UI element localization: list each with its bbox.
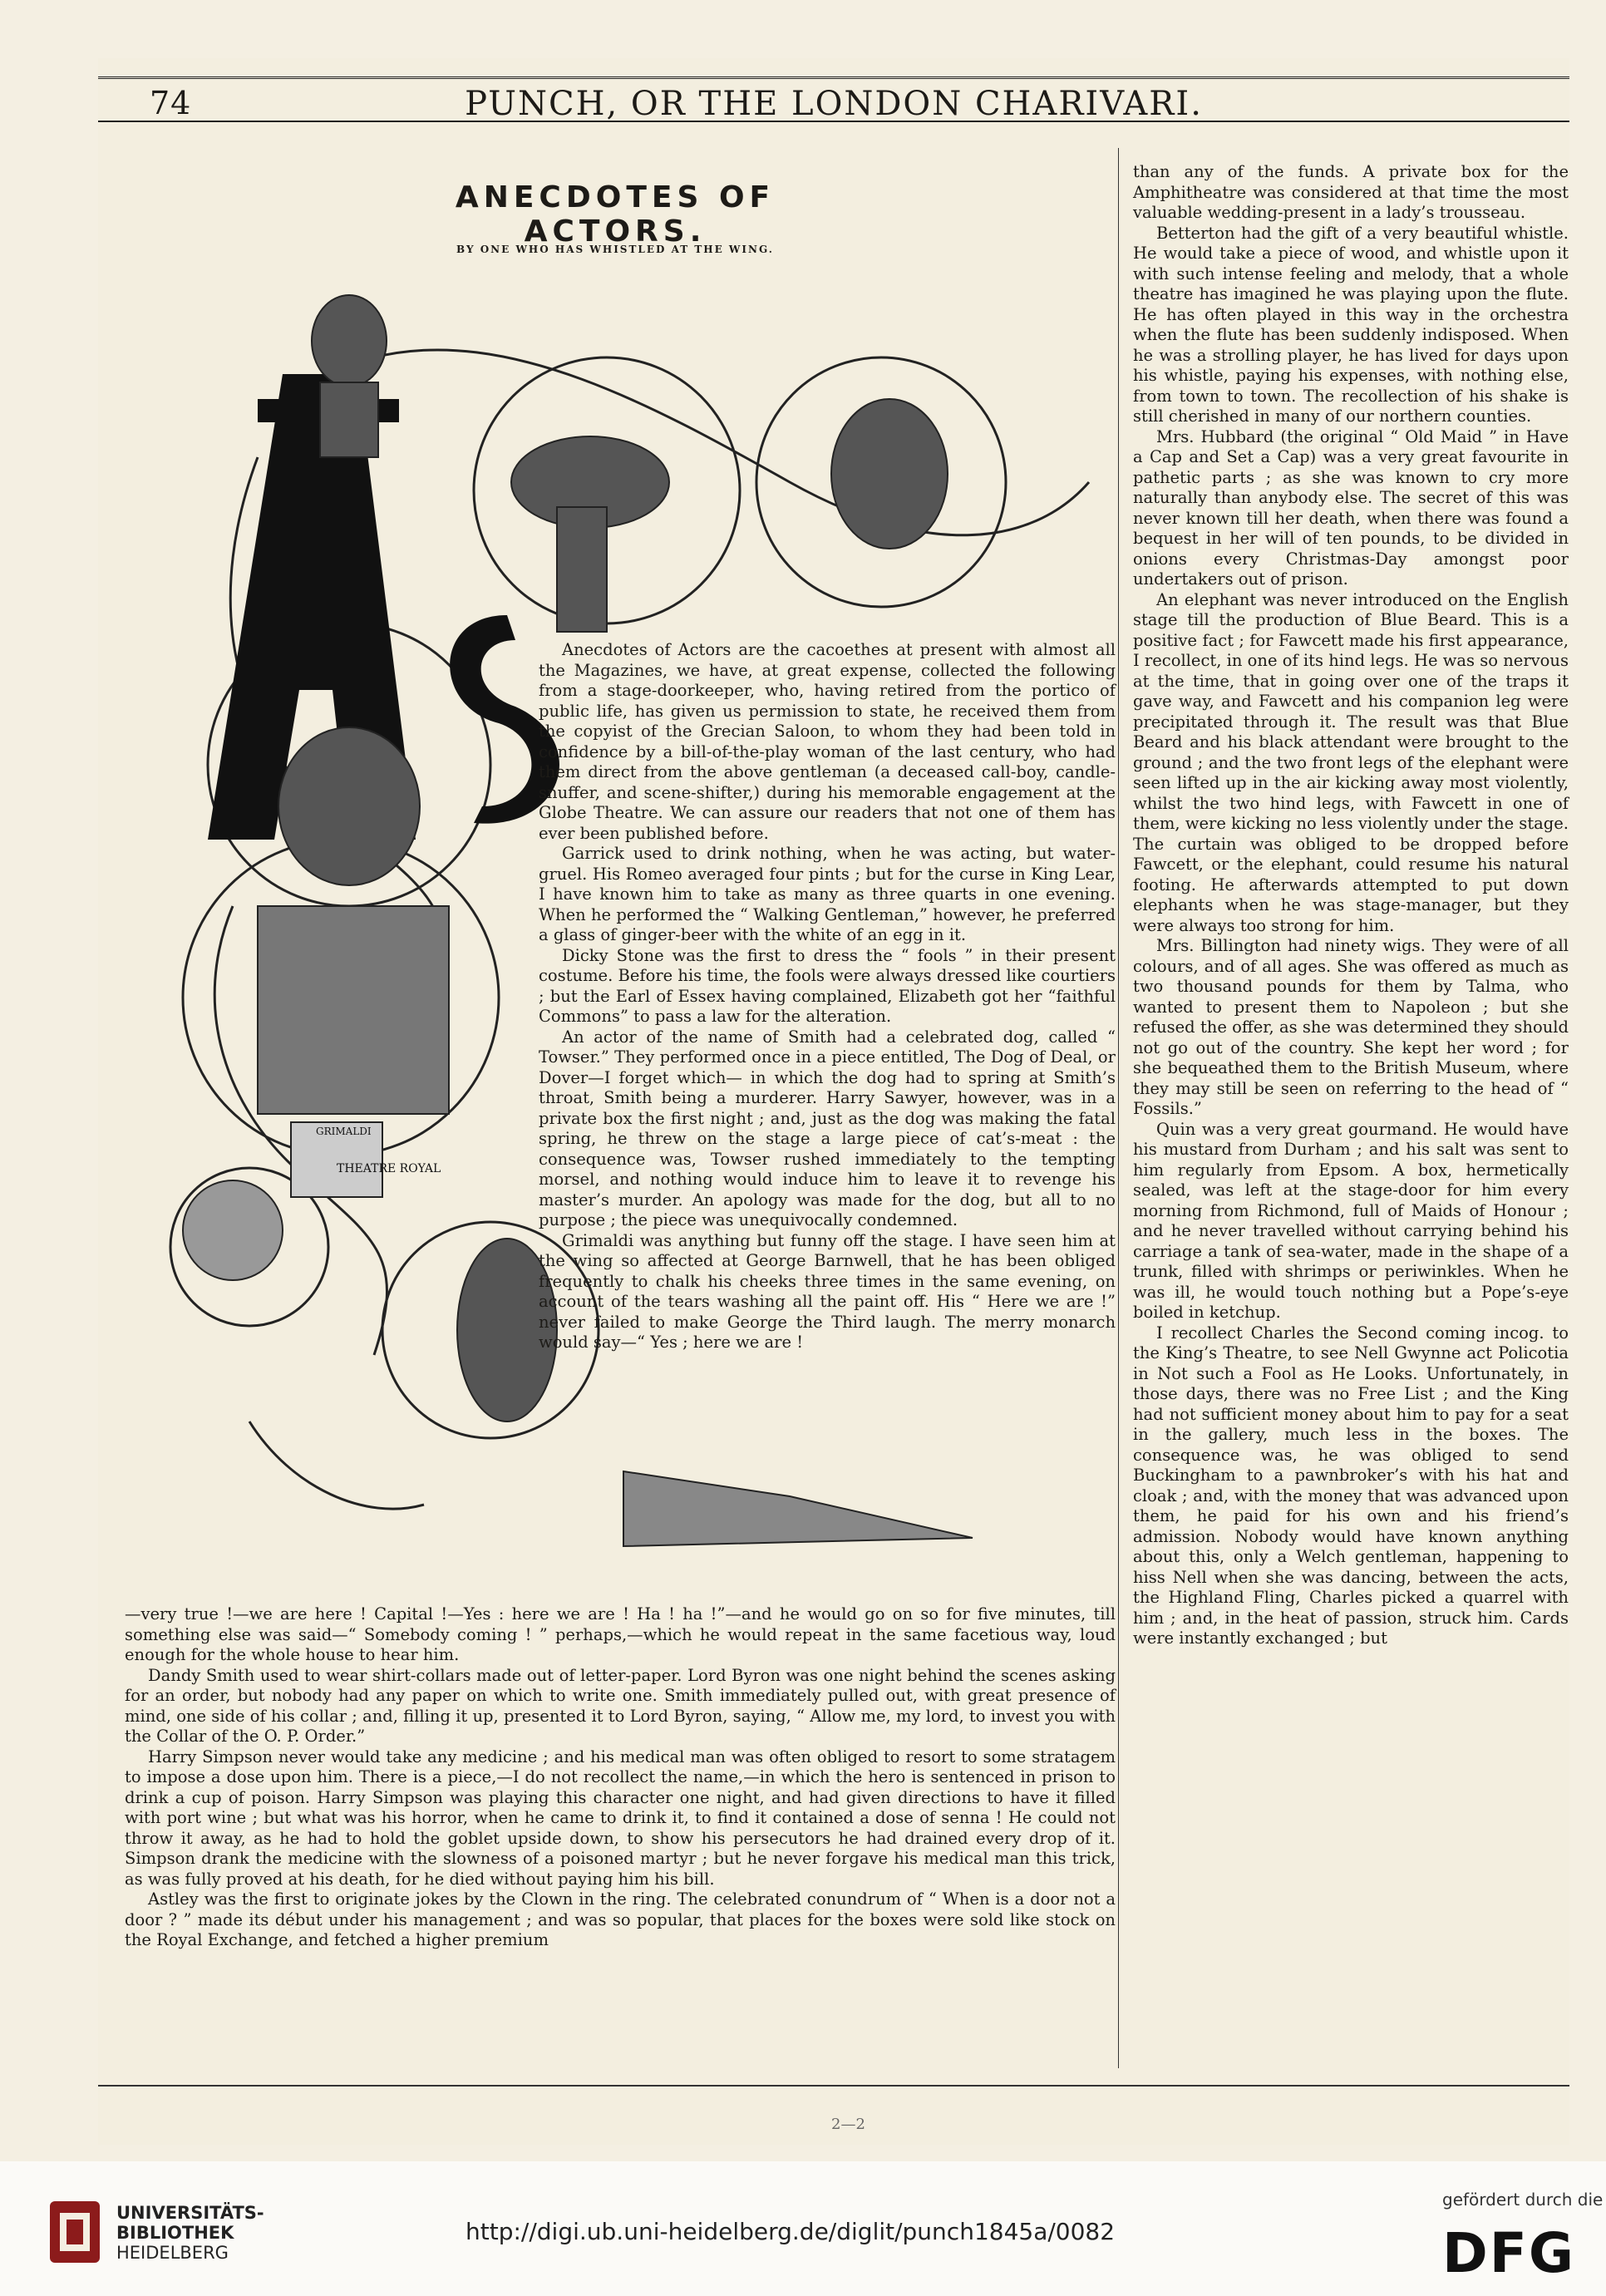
paragraph: Mrs. Billington had ninety wigs. They were of all colours, and of all ages. She was offered as much as two thousand pounds for them by Talma, who wanted to present them to Napoleon ; but she refused the offer, as she was determined they should not go out of the country. She kept her word ; for she bequeathed them to the British Museum, where they may still be seen on referring to the head of “ Fossils.” — [1133, 936, 1569, 1118]
institution-line: UNIVERSITÄTS- — [116, 2203, 264, 2223]
page-number: 74 — [150, 85, 192, 121]
paragraph: An elephant was never introduced on the English stage till the production of Blue Beard. This is a positive fact ; for Fawcett made his first appearance, I recollect, in one of its hind legs. He was so nervous at the time, that in going over one of the traps it gave way, and Fawcett and his companion leg were precipitated through it. The result was that Blue Beard and his black attendant were brought to the ground ; and the two front legs of the elephant were seen lifted up in the air kicking away most violently, whilst the two hind legs, with Fawcett in one of them, were kicking no less violently under the stage. The curtain was obliged to be dropped before Fawcett, or the elephant, could resume his natural footing. He afterwards attempted to put down elephants when he was stage-manager, but they were always too strong for him. — [1133, 589, 1569, 935]
paragraph: Harry Simpson never would take any medicine ; and his medical man was often obliged to resort to some stratagem to impose a dose upon him. There is a piece,—I do not recollect the name,—in which the hero is sentenced in prison to drink a cup of poison. Harry Simpson was playing this character one night, and had given directions to have it filled with port wine ; but what was his horror, when he came to drink it, to find it contained a dose of senna ! He could not throw it away, as he had to hold the goblet upside down, to show his persecutors he had drained every drop of it. Simpson drank the medicine with the slowness of a poisoned martyr ; but he never forgave his medical man this trick, as was fully proved at his death, for he died without paying him his bill. — [125, 1747, 1116, 1889]
header-rule — [98, 121, 1569, 122]
paragraph: Grimaldi was anything but funny off the stage. I have seen him at the wing so affected at George Barnwell, that he has been obliged frequently to chalk his cheeks three times in the same evening, on account of the tears washing all the paint off. His “ Here we are !” never failed to make George the Third laugh. The merry monarch would say—“ Yes ; here we are ! — [539, 1230, 1116, 1352]
funder-label: gefördert durch die — [1442, 2190, 1604, 2210]
institution-line: BIBLIOTHEK — [116, 2223, 234, 2243]
paragraph: Mrs. Hubbard (the original “ Old Maid ” in Have a Cap and Set a Cap) was a very great favourite in pathetic parts ; as she was known to cry more naturally than anybody else. The secret of this was never known till her death, when there was found a bequest in her will of ten pounds, to be divided in onions every Christmas-Day amongst poor undertakers out of prison. — [1133, 426, 1569, 589]
grimaldi-sign-label: GRIMALDI — [316, 1126, 372, 1137]
column-divider — [1118, 148, 1119, 2068]
paragraph: Garrick used to drink nothing, when he was acting, but water-gruel. His Romeo averaged four pints ; but for the curse in King Lear, I have known him to take as many as three quarts in one evening. When he performed the “ Walking Gentleman,” however, he preferred a glass of ginger-beer with the white of an egg in it. — [539, 844, 1116, 944]
top-rule — [98, 76, 1569, 79]
dfg-logo: DFG — [1442, 2221, 1576, 2285]
article-title: ANECDOTES OF ACTORS. — [455, 180, 776, 249]
institution-name — [116, 2203, 264, 2263]
signature-mark: 2—2 — [831, 2116, 865, 2133]
digitization-footer — [0, 2161, 1606, 2296]
institution-line: HEIDELBERG — [116, 2243, 229, 2263]
university-seal-icon — [42, 2195, 108, 2269]
paragraph: Astley was the first to originate jokes by the Clown in the ring. The celebrated conundrum of “ When is a door not a door ? ” made its début under his management ; and was so popular, that places for the boxes were sold like stock on the Royal Exchange, and fetched a higher premium — [125, 1890, 1116, 1949]
paragraph: Dandy Smith used to wear shirt-collars made out of letter-paper. Lord Byron was one night behind the scenes asking for an order, but nobody had any paper on which to write one. Smith immediately pulled out, with great presence of mind, one side of his collar ; and, filling it up, presented it to Lord Byron, saying, “ Allow me, my lord, to invest you with the Collar of the O. P. Order.” — [125, 1665, 1116, 1746]
paragraph: I recollect Charles the Second coming incog. to the King’s Theatre, to see Nell Gwynne act Policotia in Not such a Fool as He Looks. Unfortunately, in those days, there was no Free List ; and the King had not sufficient money about him to pay for a seat in the gallery, much less in the boxes. The consequence was, he was obliged to send Buckingham to a pawnbroker’s with his hat and cloak ; and, with the money that was advanced upon them, he paid for his own and his friend’s admission. Nobody would have known anything about this, only a Welch gentleman, happening to hiss Nell when she was dancing, between the acts, the Highland Fling, Charles picked a quarrel with him ; and, in the heat of passion, struck him. Cards were instantly exchanged ; but — [1133, 1323, 1569, 1648]
theatre-sign-label: THEATRE ROYAL — [337, 1162, 441, 1175]
page-header — [98, 80, 1569, 121]
paragraph: than any of the funds. A private box for the Amphitheatre was considered at that time the most valuable wedding-present in a lady’s trousseau. — [1133, 162, 1569, 222]
paragraph: Betterton had the gift of a very beautiful whistle. He would take a piece of wood, and whistle upon it with such intense feeling and melody, that a whole theatre has imagined he was playing upon the flute. He has often played in this way in the orchestra when the flute has been suddenly indisposed. When he was a strolling player, he has lived for days upon his whistle, paying his expenses, with nothing else, from town to town. The recollection of his shake is still cherished in many of our northern counties. — [1133, 223, 1569, 426]
paragraph: —very true !—we are here ! Capital !—Yes : here we are ! Ha ! ha !”—and he would go on so for five minutes, till something else was said—“ Somebody coming ! ” perhaps,—which he would repeat in the same facetious way, loud enough for the whole house to hear him. — [125, 1604, 1116, 1664]
paragraph: Quin was a very great gourmand. He would have his mustard from Durham ; and his salt was sent to him regularly from Epsom. A box, hermetically sealed, was left at the stage-door for him every morning from Richmond, full of Maids of Honour ; and he never travelled without carrying behind his carriage a tank of sea-water, made in the shape of a trunk, filled with shrimps or periwinkles. When he was ill, he would touch nothing but a Pope’s-eye boiled in ketchup. — [1133, 1119, 1569, 1322]
text-column-a — [539, 640, 1116, 1353]
paragraph: Anecdotes of Actors are the cacoethes at present with almost all the Magazines, we have, at great expense, collected the following from a stage-doorkeeper, who, having retired from the portico of public life, has given us permission to state, he received them from the copyist of the Grecian Saloon, to whom they had been told in confidence by a bill-of-the-play woman of the last century, who had them direct from the above gentleman (a deceased call-boy, candle-snuffer, and scene-shifter,) during his memorable engagement at the Globe Theatre. We can assure our readers that not one of them has ever been published before. — [539, 640, 1116, 843]
paragraph: An actor of the name of Smith had a celebrated dog, called “ Towser.” They performed once in a piece entitled, The Dog of Deal, or Dover—I forget which— in which the dog had to spring at Smith’s throat, Smith being a murderer. Harry Sawyer, however, was in a private box the first night ; and, just as the dog was making the fatal spring, he threw on the stage a large piece of cat’s-meat : the consequence was, Towser rushed immediately to the tempting morsel, and nothing would induce him to leave it to revenge his master’s murder. An apology was made for the dog, but all to no purpose ; the piece was unequivocally condemned. — [539, 1027, 1116, 1229]
bottom-rule — [98, 2085, 1569, 2087]
paragraph: Dicky Stone was the first to dress the “ fools ” in their present costume. Before his time, the fools were always dressed like courtiers ; but the Earl of Essex having complained, Elizabeth got her “faithful Commons” to pass a law for the alteration. — [539, 945, 1116, 1026]
article-byline: BY ONE WHO HAS WHISTLED AT THE WING. — [456, 244, 774, 255]
running-title: PUNCH, OR THE LONDON CHARIVARI. — [465, 85, 1203, 123]
text-column-c — [1133, 162, 1569, 1649]
permalink-url[interactable]: http://digi.ub.uni-heidelberg.de/diglit/punch1845a/0082 — [466, 2218, 1116, 2245]
text-column-b — [125, 1604, 1116, 1951]
